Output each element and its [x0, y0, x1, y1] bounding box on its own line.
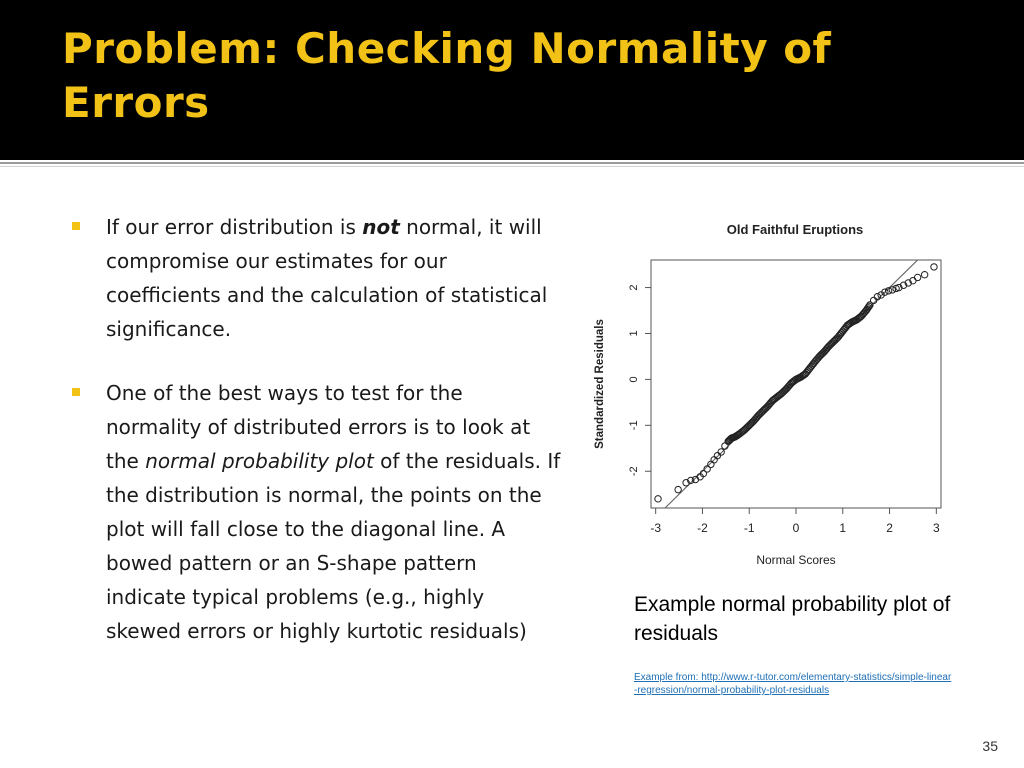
- slide-title: Problem: Checking Normality of Errors: [62, 24, 832, 127]
- x-tick-label: -3: [650, 521, 662, 535]
- data-point: [675, 486, 681, 492]
- data-point: [914, 274, 920, 280]
- qq-plot: [588, 212, 968, 574]
- data-point: [931, 264, 937, 270]
- y-axis: [628, 284, 651, 476]
- title-divider-thin: [0, 166, 1024, 167]
- x-tick-label: 1: [839, 521, 847, 535]
- figure-caption: Example normal probability plot of residuals: [634, 593, 951, 645]
- square-bullet-icon: [72, 388, 80, 396]
- bullet-item-2: [72, 376, 562, 648]
- y-tick-label: -2: [628, 466, 640, 477]
- page-number: 35: [982, 738, 998, 754]
- y-tick-label: -1: [628, 420, 640, 431]
- data-point: [718, 449, 724, 455]
- y-tick-label: 1: [628, 330, 640, 337]
- data-point: [655, 496, 661, 502]
- x-axis-label: Normal Scores: [756, 553, 836, 567]
- y-tick-label: 0: [628, 376, 640, 383]
- bullet-list: [72, 210, 562, 678]
- bullet-1-text-after: normal, it will compromise our estimates for our coefficients and the calculation of statistical significance.: [106, 215, 548, 341]
- bullet-1-emphasis: not: [362, 215, 400, 239]
- bullet-item-1: [72, 210, 562, 346]
- bullet-2-emphasis: normal probability plot: [145, 449, 374, 473]
- source-link[interactable]: Example from: http://www.r-tutor.com/elementary-statistics/simple-linear-regression/normal-probability-plot-residuals: [634, 672, 952, 696]
- y-axis-label: Standardized Residuals: [594, 319, 606, 449]
- square-bullet-icon: [72, 222, 80, 230]
- bullet-2-text-before: One of the best ways to test for the normality of distributed errors is to look at the: [106, 381, 531, 473]
- qq-plot-svg: [588, 212, 968, 574]
- data-point: [714, 452, 720, 458]
- x-tick-label: 0: [792, 521, 800, 535]
- bullet-2-text-after: of the residuals. If the distribution is normal, the points on the plot will fall close to the diagonal line. A bowed pattern or an S-shape pattern indicate typical problems (e.g., highly skewed errors or highly kurtotic residuals): [106, 449, 561, 643]
- x-tick-label: -1: [743, 521, 755, 535]
- chart-title: Old Faithful Eruptions: [726, 222, 864, 237]
- title-divider: [0, 162, 1024, 164]
- x-tick-label: -2: [697, 521, 708, 535]
- x-axis: [650, 508, 940, 535]
- y-tick-label: 2: [628, 284, 640, 291]
- data-point: [889, 287, 895, 293]
- data-points: [655, 264, 937, 502]
- x-tick-label: 2: [886, 521, 893, 535]
- bullet-1-text-before: If our error distribution is: [106, 215, 363, 239]
- data-point: [921, 271, 927, 277]
- x-tick-label: 3: [932, 521, 940, 535]
